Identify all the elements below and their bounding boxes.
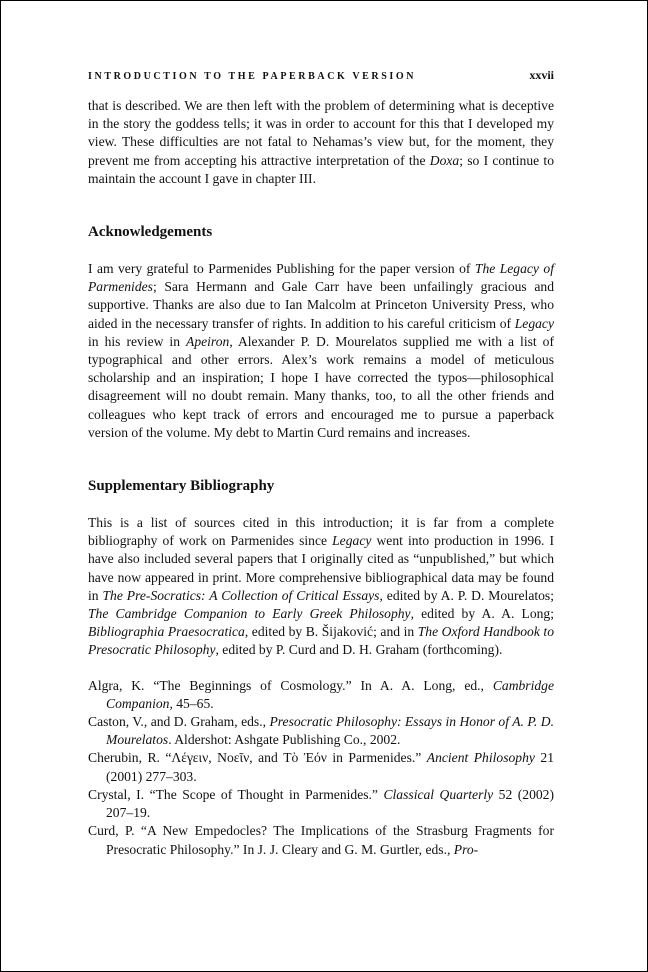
reference-entry: Crystal, I. “The Scope of Thought in Parmenides.” Classical Quarterly 52 (2002) 207–19. — [88, 786, 554, 821]
acknowledgements-heading: Acknowledgements — [88, 224, 213, 241]
reference-entry: Algra, K. “The Beginnings of Cosmology.” In A. A. Long, ed., Cambridge Companion, 45–65. — [88, 677, 554, 711]
running-head — [88, 68, 554, 82]
reference-entry: Caston, V., and D. Graham, eds., Presocratic Philosophy: Essays in Honor of A. P. D. Mourelatos. Aldershot: Ashgate Publishing Co., 2002. — [88, 714, 555, 748]
reference-list — [88, 677, 554, 859]
reference-entry: Cherubin, R. “Λέγειν, Νοεῖν, and Τὸ Ἐόν in Parmenides.” Ancient Philosophy 21 (2001) 277–303. — [88, 750, 554, 784]
intro-paragraph: that is described. We are then left with the problem of determining what is deceptive in the story the goddess tells; it was in order to account for this that I developed my view. These difficulties are not fatal to Nehamas’s view but, for the moment, they prevent me from accepting his attractive interpretation of the Doxa; so I continue to maintain the account I gave in chapter III. — [88, 98, 554, 186]
bibliography-paragraph: This is a list of sources cited in this introduction; it is far from a complete bibliography of work on Parmenides since Legacy went into production in 1996. I have also included several papers that I originally cited as “unpublished,” but which have now appeared in print. More comprehensive bibliographical data may be found in The Pre-Socratics: A Collection of Critical Essays, edited by A. P. D. Mourelatos; The Cambridge Companion to Early Greek Philosophy, edited by A. A. Long; Bibliographia Praesocratica, edited by B. Šijaković; and in The Oxford Handbook to Presocratic Philosophy, edited by P. Curd and D. H. Graham (forthcoming). — [88, 515, 554, 658]
reference-entry: Curd, P. “A New Empedocles? The Implications of the Strasburg Fragments for Presocratic Philosophy.” In J. J. Cleary and G. M. Gurtler, eds., Pro- — [88, 823, 554, 857]
book-page — [88, 68, 554, 859]
bibliography-heading: Supplementary Bibliography — [88, 478, 275, 495]
acknowledgements-paragraph: I am very grateful to Parmenides Publishing for the paper version of The Legacy of Parmenides; Sara Hermann and Gale Carr have been unfailingly gracious and supportive. Thanks are also due to Ian Malcolm at Princeton University Press, who aided in the necessary transfer of rights. In addition to his careful criticism of Legacy in his review in Apeiron, Alexander P. D. Mourelatos supplied me with a list of typographical and other errors. Alex’s work remains a model of meticulous scholarship and an inspiration; I hope I have corrected the typos—philosophical disagreement will no doubt remain. Many thanks, too, to all the other friends and colleagues who kept track of errors and encouraged me to pursue a paperback version of the volume. My debt to Martin Curd remains and increases. — [88, 261, 554, 440]
running-head-title: INTRODUCTION TO THE PAPERBACK VERSION — [88, 71, 417, 82]
page-number: xxvii — [529, 68, 554, 82]
